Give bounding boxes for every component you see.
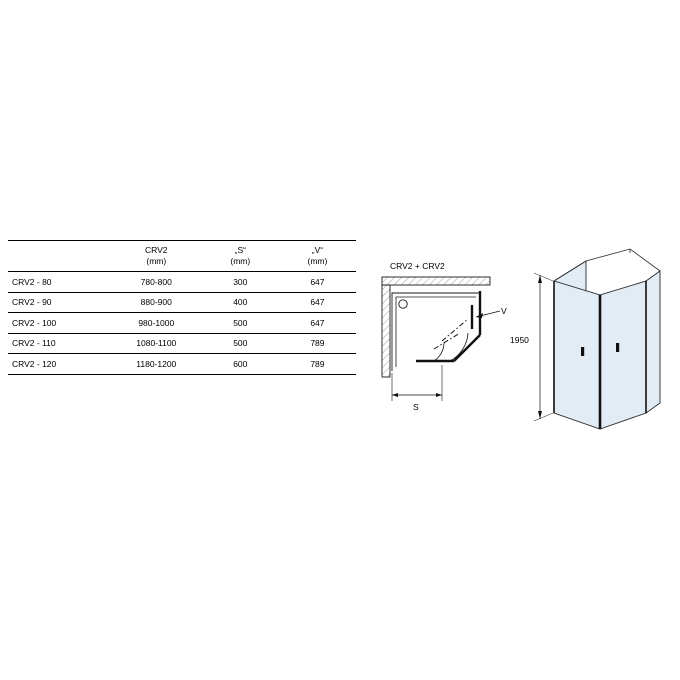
cell-v: 647 — [279, 313, 356, 334]
column-header-s-line2: (mm) — [230, 256, 251, 266]
cell-s: 500 — [202, 333, 279, 354]
column-header-s-line1: „S“ — [234, 245, 246, 256]
plan-view-title: CRV2 + CRV2 — [390, 261, 445, 271]
cell-s: 600 — [202, 354, 279, 375]
elevation-view-svg — [520, 243, 672, 443]
dimension-s — [392, 365, 442, 412]
column-header-model — [8, 241, 111, 272]
cell-model: CRV2 - 120 — [8, 354, 111, 375]
table-row — [8, 292, 356, 313]
column-header-v-line2: (mm) — [307, 256, 328, 266]
table-body — [8, 272, 356, 375]
cell-s: 400 — [202, 292, 279, 313]
cell-v: 789 — [279, 333, 356, 354]
cell-model: CRV2 - 80 — [8, 272, 111, 293]
dimension-s-label: S — [413, 402, 419, 412]
wall-horizontal — [382, 277, 490, 285]
column-header-crv2-line1: CRV2 — [145, 245, 168, 256]
swing-indicators — [434, 319, 468, 361]
column-header-v — [279, 241, 356, 272]
cell-model: CRV2 - 110 — [8, 333, 111, 354]
table-header-row — [8, 241, 356, 272]
dimension-v-label: V — [501, 306, 507, 316]
cell-v: 789 — [279, 354, 356, 375]
dimension-height — [534, 273, 553, 421]
cell-crv2: 1180-1200 — [111, 354, 202, 375]
enclosure-glass — [554, 249, 660, 429]
table-row — [8, 313, 356, 334]
wall-vertical — [382, 285, 390, 377]
cell-crv2: 780-800 — [111, 272, 202, 293]
cell-crv2: 980-1000 — [111, 313, 202, 334]
table-row — [8, 272, 356, 293]
plan-view-svg — [372, 243, 520, 433]
cell-v: 647 — [279, 272, 356, 293]
table-row — [8, 333, 356, 354]
cell-v: 647 — [279, 292, 356, 313]
table-row — [8, 354, 356, 375]
cell-crv2: 1080-1100 — [111, 333, 202, 354]
dimension-height-label: 1950 — [510, 335, 529, 345]
column-header-s — [202, 241, 279, 272]
cell-model: CRV2 - 90 — [8, 292, 111, 313]
plan-view-drawing — [372, 243, 520, 433]
elevation-view-drawing — [510, 243, 672, 443]
cell-model: CRV2 - 100 — [8, 313, 111, 334]
specification-table — [8, 240, 356, 375]
glass-panels-plan — [416, 291, 480, 361]
column-header-crv2 — [111, 241, 202, 272]
column-header-v-line1: „V“ — [311, 245, 324, 256]
cell-s: 300 — [202, 272, 279, 293]
cell-s: 500 — [202, 313, 279, 334]
table-header — [8, 241, 356, 272]
cell-crv2: 880-900 — [111, 292, 202, 313]
column-header-crv2-line2: (mm) — [146, 256, 167, 266]
